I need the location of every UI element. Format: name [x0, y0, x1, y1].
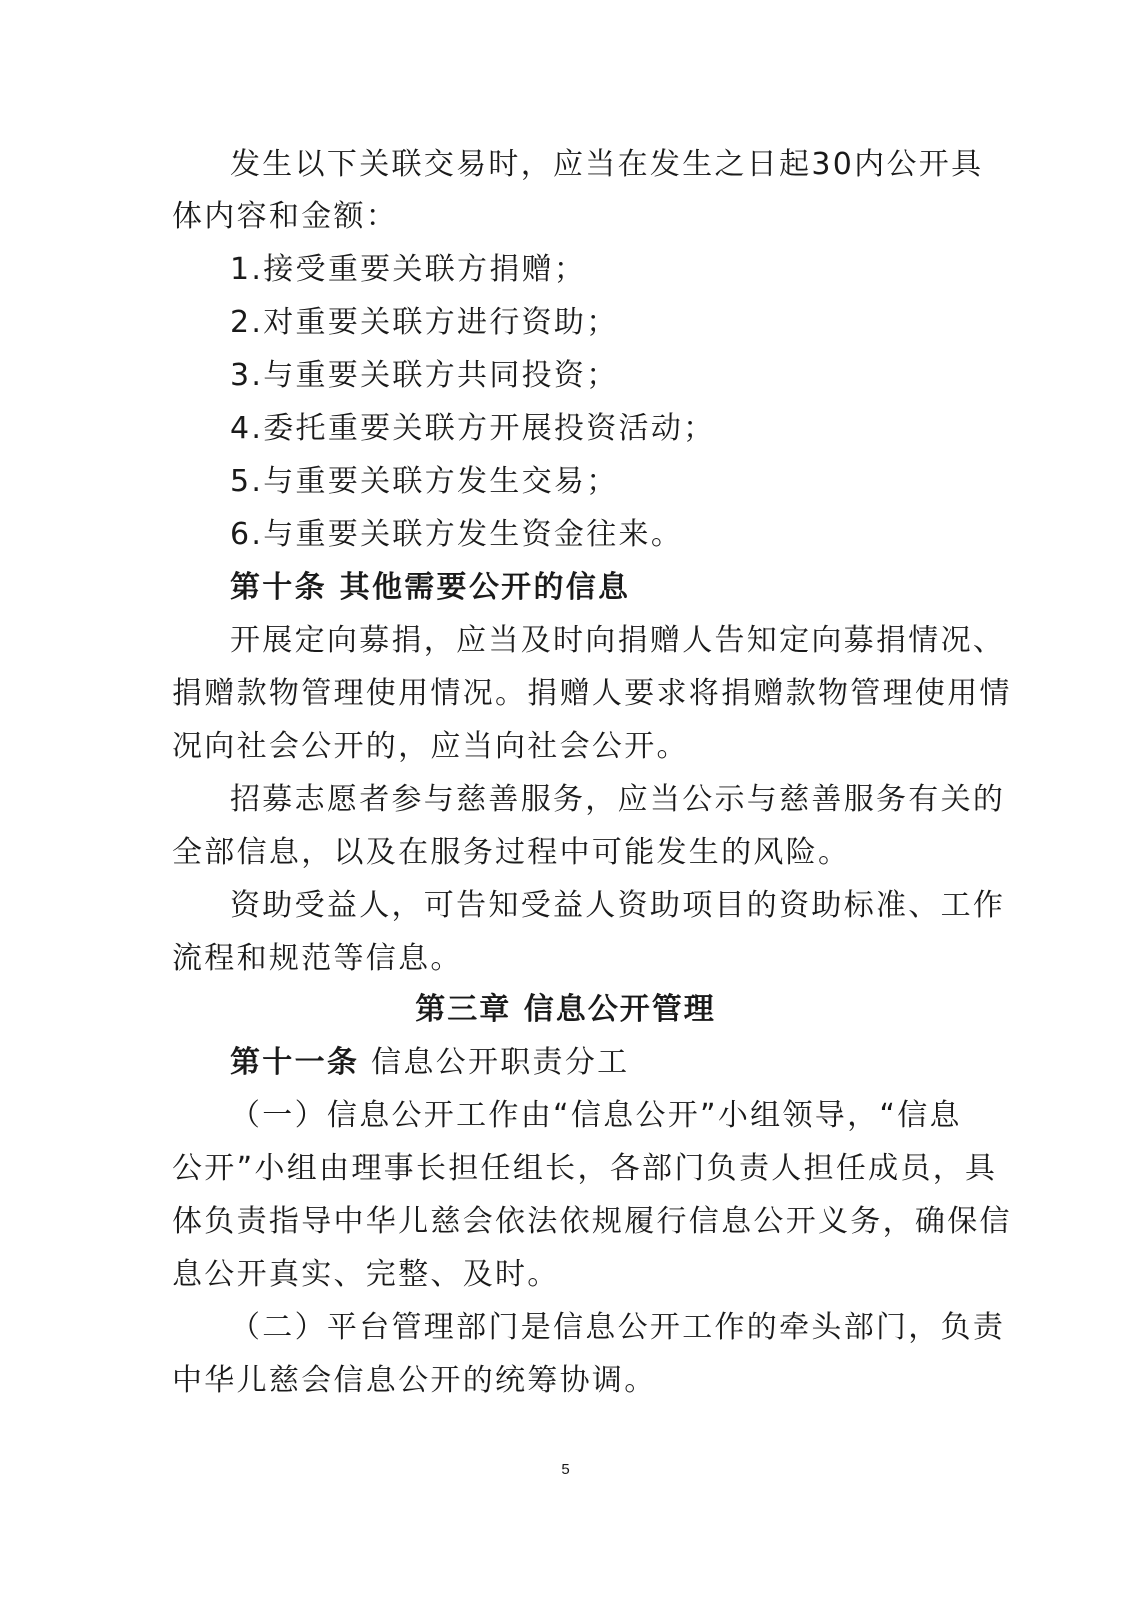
list-item: 5.与重要关联方发生交易；: [230, 464, 619, 499]
paragraph-line: 体负责指导中华儿慈会依法依规履行信息公开义务，确保信: [172, 1204, 1012, 1239]
paragraph-line: 流程和规范等信息。: [172, 941, 463, 976]
page-number: 5: [561, 1461, 570, 1478]
article-title: 信息公开职责分工: [371, 1045, 630, 1080]
list-item: 6.与重要关联方发生资金往来。: [230, 517, 684, 552]
paragraph-line: 捐赠款物管理使用情况。捐赠人要求将捐赠款物管理使用情: [172, 676, 1012, 711]
paragraph-line: 体内容和金额：: [172, 199, 399, 234]
paragraph-line: 发生以下关联交易时，应当在发生之日起30内公开具: [230, 147, 984, 182]
paragraph-line: 资助受益人，可告知受益人资助项目的资助标准、工作: [230, 888, 1006, 923]
paragraph-line: 公开”小组由理事长担任组长，各部门负责人担任成员，具: [172, 1151, 998, 1186]
paragraph-line: 况向社会公开的，应当向社会公开。: [172, 729, 689, 764]
paragraph-line: 招募志愿者参与慈善服务，应当公示与慈善服务有关的: [230, 782, 1006, 817]
paragraph-line: 中华儿慈会信息公开的统筹协调。: [172, 1363, 657, 1398]
chapter-heading: 第三章 信息公开管理: [415, 992, 716, 1027]
paragraph-line: （一）信息公开工作由“信息公开”小组领导，“信息: [230, 1098, 962, 1133]
article-heading: 第十条 其他需要公开的信息: [230, 570, 631, 605]
paragraph-line: （二）平台管理部门是信息公开工作的牵头部门，负责: [230, 1310, 1006, 1345]
list-item: 3.与重要关联方共同投资；: [230, 358, 619, 393]
list-item: 2.对重要关联方进行资助；: [230, 305, 619, 340]
list-item: 1.接受重要关联方捐赠；: [230, 252, 587, 287]
paragraph-line: 息公开真实、完整、及时。: [172, 1257, 560, 1292]
paragraph-line: 开展定向募捐，应当及时向捐赠人告知定向募捐情况、: [230, 623, 1006, 658]
paragraph-line: 全部信息，以及在服务过程中可能发生的风险。: [172, 835, 851, 870]
list-item: 4.委托重要关联方开展投资活动；: [230, 411, 716, 446]
article-heading-line: [230, 1043, 942, 1083]
article-number: 第十一条: [230, 1045, 360, 1080]
